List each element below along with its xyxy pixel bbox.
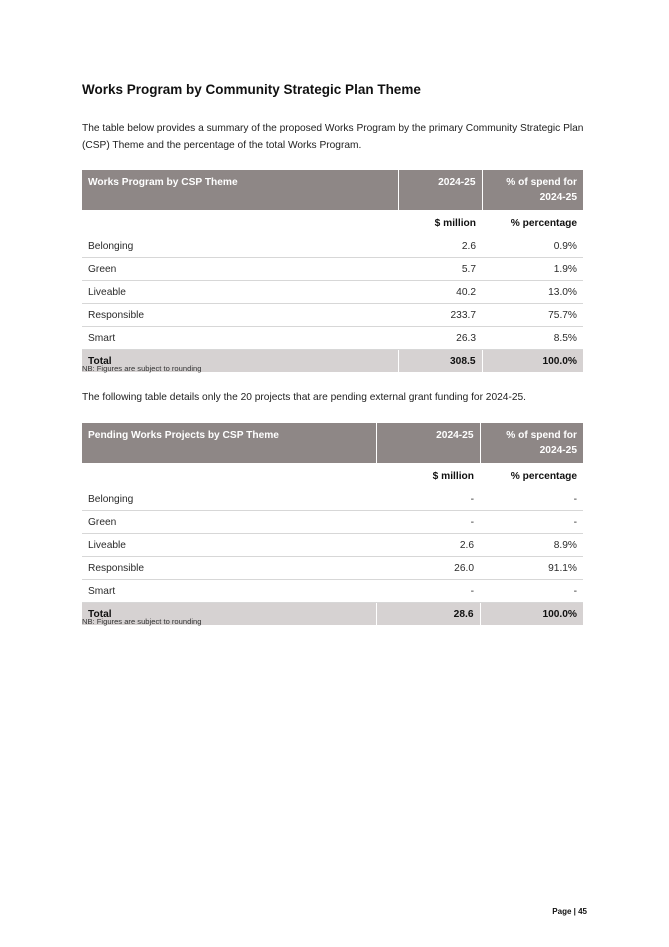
row-theme: Responsible [82, 557, 376, 580]
table-subheader-million: $ million [434, 217, 476, 229]
row-theme: Green [82, 258, 398, 281]
intro-paragraph: The table below provides a summary of the proposed Works Program by the primary Community Strategic Plan (CSP) Theme and the percentage of the total Works Program. [82, 123, 584, 151]
table-row [82, 511, 583, 534]
table-subheader-percentage: % percentage [510, 217, 577, 229]
total-percentage: 100.0% [480, 603, 583, 626]
row-percentage: - [480, 580, 583, 603]
table-row [82, 235, 583, 258]
row-value: 26.3 [398, 327, 482, 350]
row-value: - [376, 488, 480, 511]
row-value: - [376, 511, 480, 534]
row-percentage: - [480, 488, 583, 511]
row-theme: Liveable [82, 534, 376, 557]
table-row [82, 488, 583, 511]
row-theme: Responsible [82, 304, 398, 327]
table-row [82, 281, 583, 304]
works-program-table [82, 170, 583, 372]
row-value: 233.7 [398, 304, 482, 327]
total-percentage: 100.0% [482, 350, 583, 373]
row-theme: Belonging [82, 235, 398, 258]
row-percentage: 0.9% [482, 235, 583, 258]
row-percentage: 8.5% [482, 327, 583, 350]
row-percentage: 75.7% [482, 304, 583, 327]
pending-works-table [82, 423, 583, 625]
row-theme: Smart [82, 580, 376, 603]
table-subheader-percentage: % percentage [510, 470, 577, 482]
table-header-theme: Pending Works Projects by CSP Theme [82, 423, 376, 463]
table-row [82, 534, 583, 557]
table-subheader-blank [82, 463, 376, 488]
total-label: Total [82, 603, 376, 626]
page-title: Works Program by Community Strategic Plan Theme [82, 82, 421, 97]
total-value: 28.6 [376, 603, 480, 626]
table-header-year: 2024-25 [398, 170, 482, 210]
row-theme: Liveable [82, 281, 398, 304]
table-row [82, 258, 583, 281]
row-value: 2.6 [398, 235, 482, 258]
table-header-year: 2024-25 [376, 423, 480, 463]
table-header-theme: Works Program by CSP Theme [82, 170, 398, 210]
row-theme: Green [82, 511, 376, 534]
rounding-note: NB: Figures are subject to rounding [82, 617, 202, 626]
total-label: Total [82, 350, 398, 373]
row-value: 40.2 [398, 281, 482, 304]
row-percentage: 1.9% [482, 258, 583, 281]
pending-paragraph: The following table details only the 20 projects that are pending external grant funding for 2024-25. [82, 392, 527, 403]
table-header-spend: % of spend for 2024-25 [480, 423, 583, 463]
row-theme: Belonging [82, 488, 376, 511]
table-subheader-blank [82, 210, 398, 235]
total-value: 308.5 [398, 350, 482, 373]
table-subheader-million: $ million [432, 470, 474, 482]
row-value: - [376, 580, 480, 603]
row-value: 26.0 [376, 557, 480, 580]
table-row [82, 580, 583, 603]
page-number: Page | 45 [552, 907, 587, 916]
row-percentage: 91.1% [480, 557, 583, 580]
row-percentage: 8.9% [480, 534, 583, 557]
rounding-note: NB: Figures are subject to rounding [82, 364, 202, 373]
row-percentage: 13.0% [482, 281, 583, 304]
table-row [82, 327, 583, 350]
table-header-spend: % of spend for 2024-25 [482, 170, 583, 210]
table-row [82, 557, 583, 580]
table-row [82, 304, 583, 327]
row-value: 2.6 [376, 534, 480, 557]
row-value: 5.7 [398, 258, 482, 281]
row-percentage: - [480, 511, 583, 534]
row-theme: Smart [82, 327, 398, 350]
